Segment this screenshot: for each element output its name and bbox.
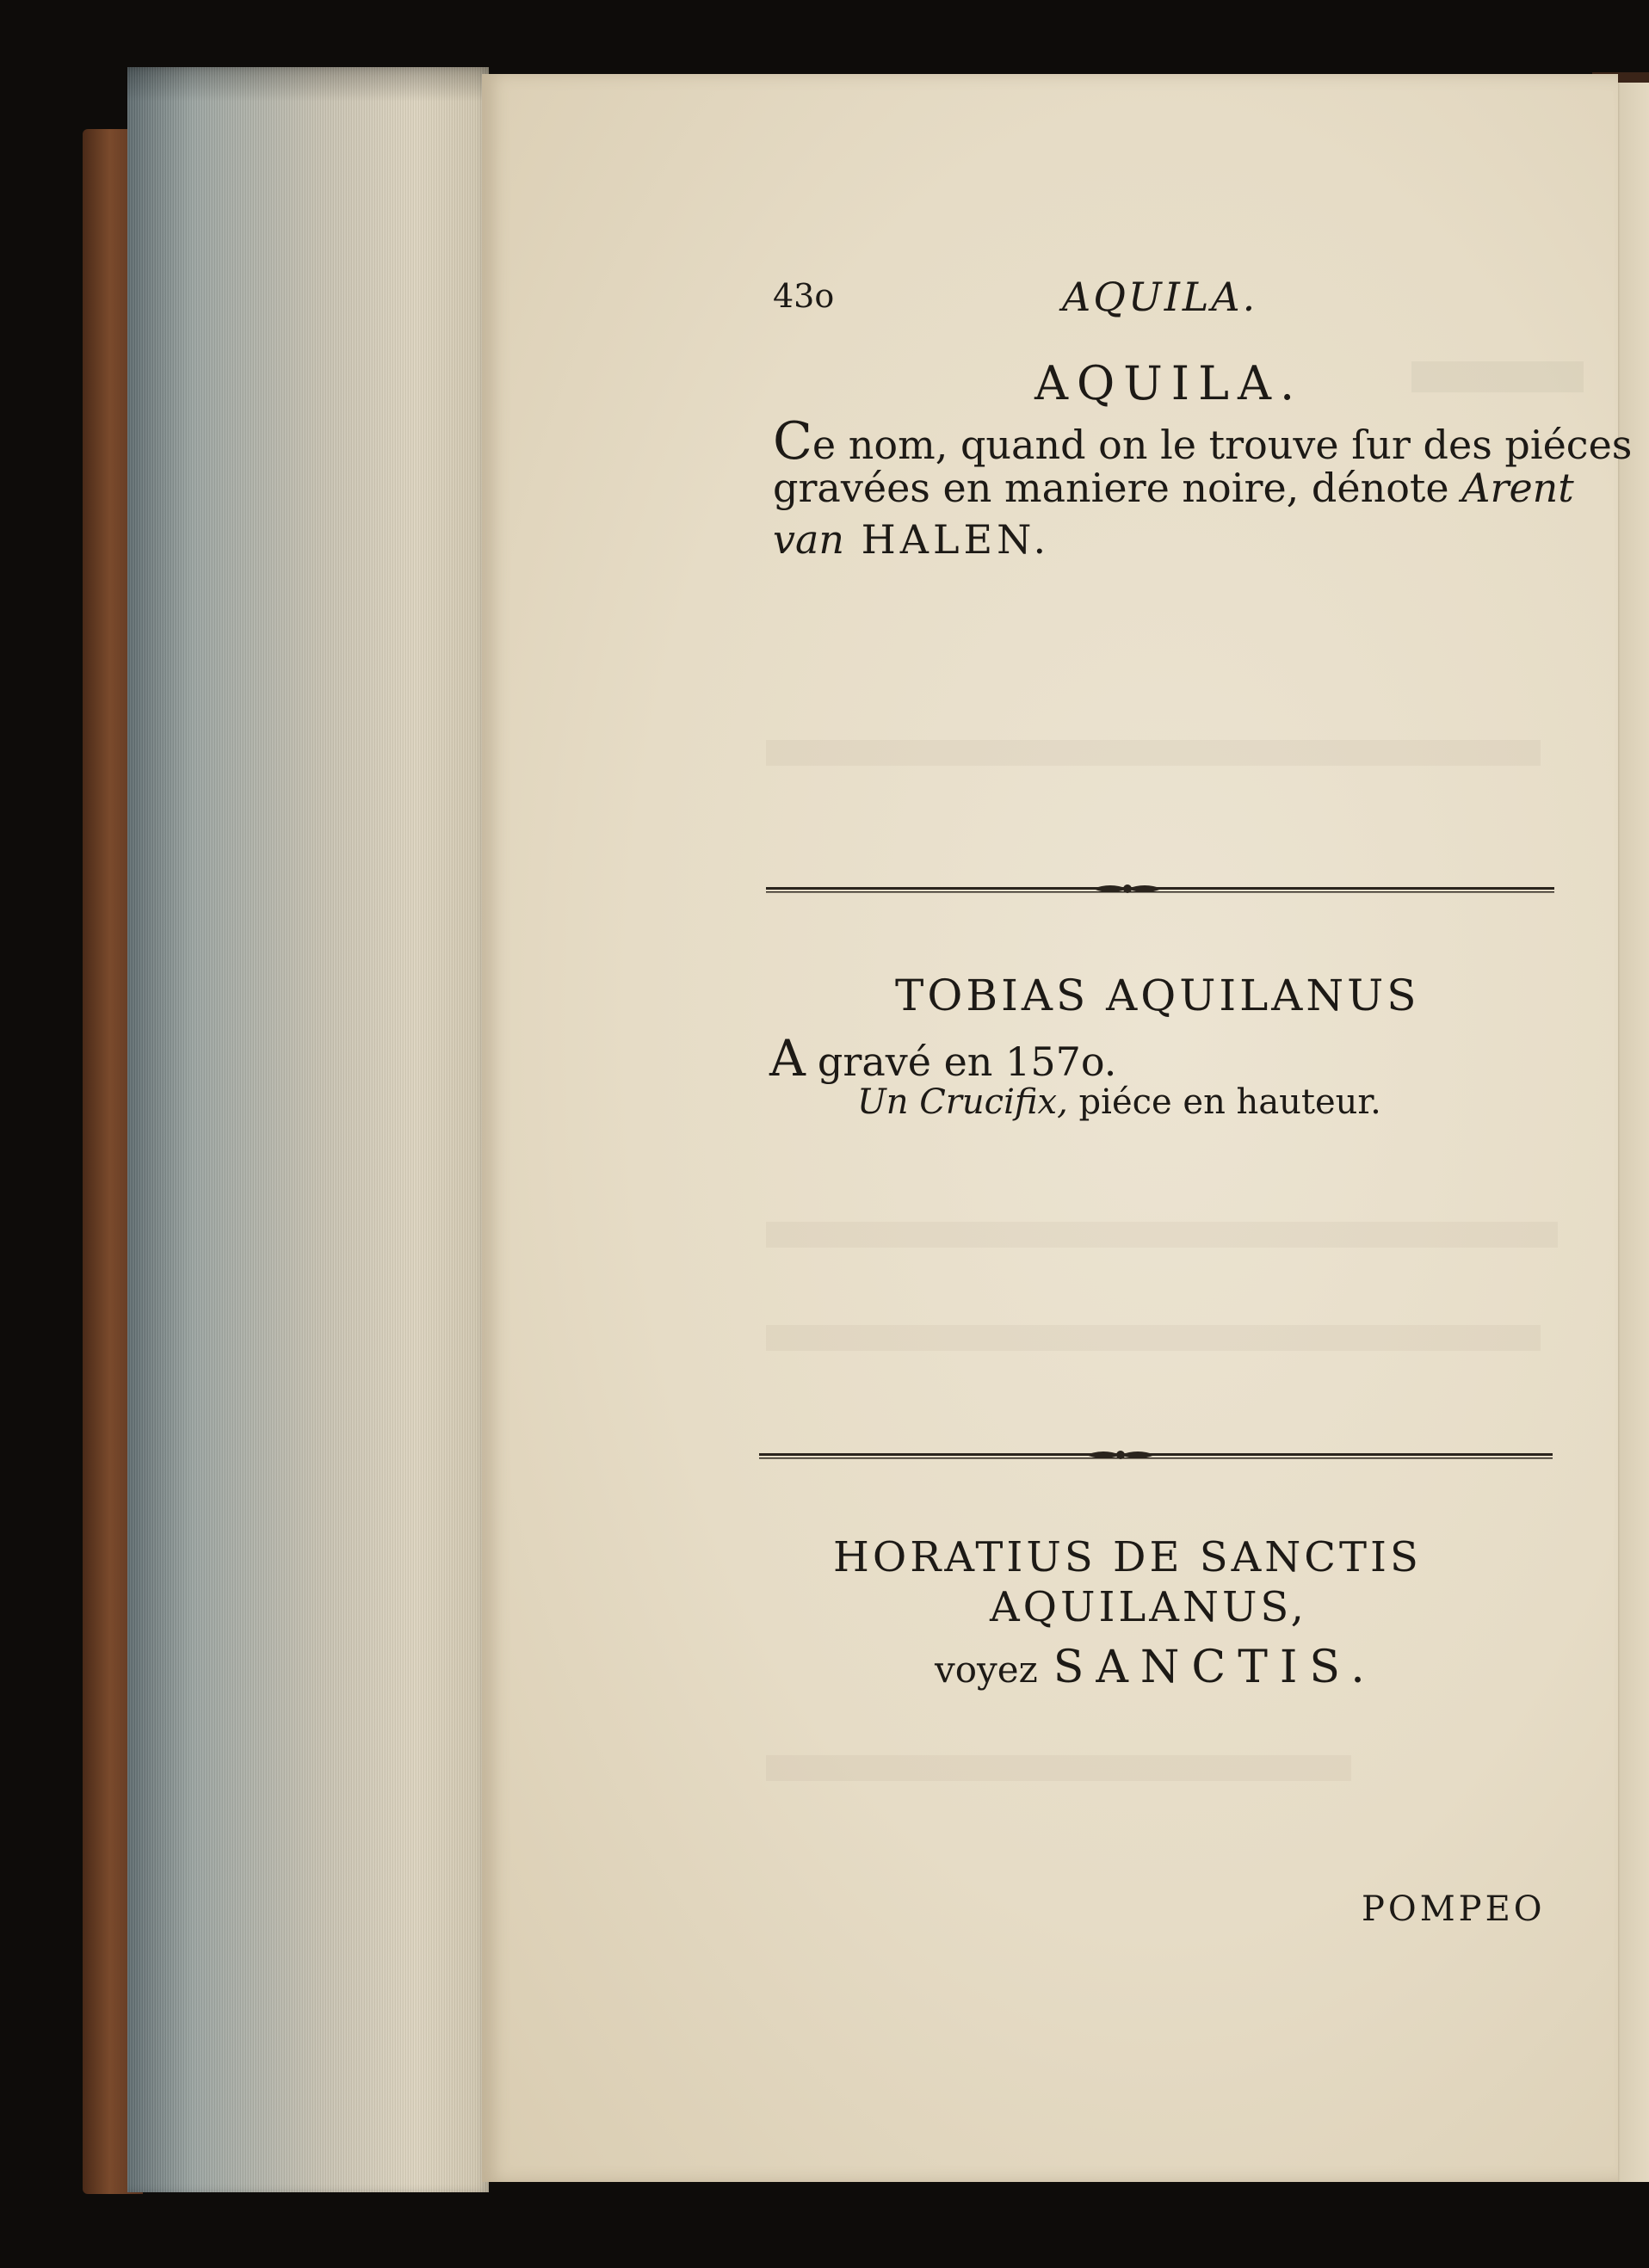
text-run: HALEN. [844,516,1051,563]
entry-text-line [769,1029,1116,1088]
bleed-through [766,1222,1558,1248]
entry-heading-aquila: AQUILA. [1034,356,1304,410]
page-edge-stack [127,67,489,2192]
entry-heading-horatius-line2: AQUILANUS, [990,1583,1307,1631]
see-name: SANCTIS. [1053,1642,1377,1693]
bleed-through [1411,361,1584,392]
entry-heading-horatius-line1: HORATIUS DE SANCTIS [833,1533,1422,1581]
page-edge-shadow [127,67,489,102]
ornamental-rule [759,1449,1553,1461]
entry-text-line [857,1082,1381,1122]
entry-heading-tobias-aquilanus: TOBIAS AQUILANUS [895,971,1420,1020]
ornamental-rule [766,883,1554,895]
entry-text-line [773,411,1632,471]
running-head: AQUILA. [1062,274,1258,320]
italic-name: van [773,516,845,563]
cross-reference [935,1642,1377,1693]
text-run: e nom, quand on le trouve ſur des piéces [812,422,1633,468]
entry-text-line [773,516,1050,563]
page-number: 43o [773,277,835,315]
text-run: piéce en hauteur. [1067,1082,1381,1122]
initial-letter: C [773,411,812,471]
initial-letter: A [769,1029,806,1088]
catchword: POMPEO [1362,1889,1546,1929]
text-run: gravé en 157o. [817,1038,1117,1085]
bleed-through [766,1755,1351,1781]
bleed-through [766,740,1541,766]
entry-text-line [773,465,1574,511]
italic-name: Arent [1461,465,1574,511]
bleed-through [766,1325,1541,1351]
see-word: voyez [935,1649,1038,1691]
text-run: gravées en maniere noire, dénote [773,465,1462,511]
italic-title: Un Crucifix, [857,1082,1068,1122]
